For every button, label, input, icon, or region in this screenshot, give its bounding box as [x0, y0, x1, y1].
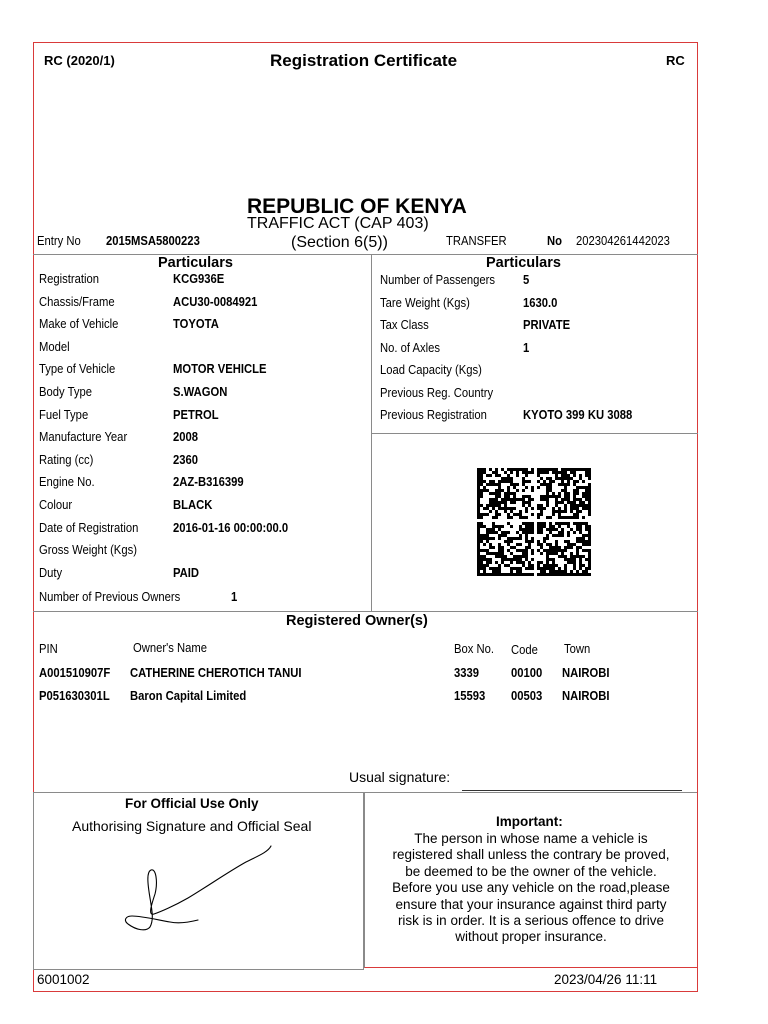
important-line: Before you use any vehicle on the road,please: [392, 880, 670, 896]
country-name: REPUBLIC OF KENYA: [247, 195, 467, 218]
particular-value: ACU30-0084921: [173, 294, 258, 309]
important-line: registered shall unless the contrary be proved,: [392, 847, 670, 863]
owners-col-name: Owner's Name: [133, 641, 208, 655]
particular-value: PRIVATE: [523, 318, 571, 332]
usual-signature-line: [462, 790, 682, 791]
particular-value: 5: [523, 273, 530, 287]
particular-value: BLACK: [173, 498, 213, 512]
official-use-subheading: Authorising Signature and Official Seal: [72, 818, 312, 834]
particular-label: Load Capacity (Kgs): [380, 363, 482, 377]
entry-no-label: Entry No: [37, 234, 81, 248]
owners-col-box: Box No.: [454, 642, 495, 656]
particular-label: No. of Axles: [380, 340, 441, 355]
right-code: RC: [666, 53, 685, 68]
particular-label: Type of Vehicle: [39, 362, 116, 377]
particular-label: Number of Passengers: [380, 273, 496, 287]
particular-value: KCG936E: [173, 272, 225, 286]
particulars-bottom-rule: [33, 611, 698, 612]
particular-value: MOTOR VEHICLE: [173, 362, 267, 377]
particulars-top-rule: [33, 254, 698, 255]
particular-label: Date of Registration: [39, 520, 139, 535]
particular-label: Chassis/Frame: [39, 294, 115, 309]
owners-col-code: Code: [511, 643, 538, 657]
particular-label: Engine No.: [39, 475, 95, 490]
particular-label: Rating (cc): [39, 452, 94, 467]
owner-pin: A001510907F: [39, 666, 111, 680]
important-line: without proper insurance.: [455, 929, 607, 945]
owner-code: 00100: [511, 666, 543, 680]
left-particulars-heading: Particulars: [158, 255, 233, 271]
particular-value: KYOTO 399 KU 3088: [523, 408, 633, 422]
owner-code: 00503: [511, 689, 543, 703]
important-line: risk is in order. It is a serious offence to drive: [397, 913, 665, 928]
particular-label: Model: [39, 339, 70, 354]
particular-value: PAID: [173, 565, 200, 580]
owners-col-pin: PIN: [39, 642, 58, 656]
transfer-label: TRANSFER: [446, 234, 507, 248]
no-value: 202304261442023: [576, 234, 670, 248]
particular-label: Body Type: [39, 385, 92, 399]
prev-owners-label: Number of Previous Owners: [39, 590, 181, 604]
official-use-heading: For Official Use Only: [125, 796, 259, 811]
footer-serial: 6001002: [37, 972, 90, 987]
particular-value: TOYOTA: [173, 317, 219, 332]
particular-label: Make of Vehicle: [39, 317, 119, 332]
important-line: be deemed to be the owner of the vehicle.: [405, 863, 657, 879]
owner-box-no: 15593: [454, 689, 486, 703]
particular-label: Manufacture Year: [39, 430, 128, 445]
particular-value: 2008: [173, 430, 199, 445]
owner-town: NAIROBI: [562, 666, 610, 680]
particular-value: 2360: [173, 452, 199, 467]
particular-label: Tare Weight (Kgs): [380, 295, 470, 310]
right-particulars-heading: Particulars: [486, 255, 561, 271]
entry-no-value: 2015MSA5800223: [106, 234, 200, 248]
owner-town: NAIROBI: [562, 689, 610, 703]
form-code: RC (2020/1): [44, 53, 115, 68]
owner-name: Baron Capital Limited: [130, 689, 247, 703]
owner-pin: P051630301L: [39, 689, 110, 703]
certificate-title: Registration Certificate: [270, 51, 458, 70]
no-label: No: [547, 234, 563, 248]
owner-name: CATHERINE CHEROTICH TANUI: [130, 666, 302, 680]
particular-label: Tax Class: [380, 318, 429, 332]
particular-value: 2016-01-16 00:00:00.0: [173, 520, 289, 535]
particular-label: Previous Registration: [380, 408, 487, 422]
usual-signature-label: Usual signature:: [349, 769, 451, 785]
data-matrix-barcode: [477, 468, 591, 576]
particular-label: Fuel Type: [39, 407, 89, 422]
particular-label: Registration: [39, 272, 100, 286]
important-line: The person in whose name a vehicle is: [414, 831, 648, 846]
particular-label: Colour: [39, 498, 73, 512]
important-heading: Important:: [496, 814, 563, 829]
particular-label: Gross Weight (Kgs): [39, 543, 137, 558]
authorising-signature-image: [118, 842, 278, 934]
right-particulars-bottom-rule: [371, 433, 698, 434]
particular-value: 1630.0: [523, 295, 558, 310]
owner-box-no: 3339: [454, 666, 480, 680]
owners-heading: Registered Owner(s): [286, 613, 428, 629]
particular-value: PETROL: [173, 407, 219, 422]
particular-value: 1: [523, 340, 530, 355]
particular-label: Previous Reg. Country: [380, 385, 494, 400]
footer-datetime: 2023/04/26 11:11: [554, 972, 658, 987]
important-line: ensure that your insurance against third party: [395, 896, 667, 912]
prev-owners-value: 1: [231, 590, 238, 604]
particular-value: 2AZ-B316399: [173, 475, 244, 490]
owners-col-town: Town: [564, 642, 591, 656]
particular-value: S.WAGON: [173, 385, 228, 399]
act-title: TRAFFIC ACT (CAP 403): [247, 215, 429, 232]
act-section: (Section 6(5)): [291, 234, 388, 251]
particular-label: Duty: [39, 565, 63, 580]
